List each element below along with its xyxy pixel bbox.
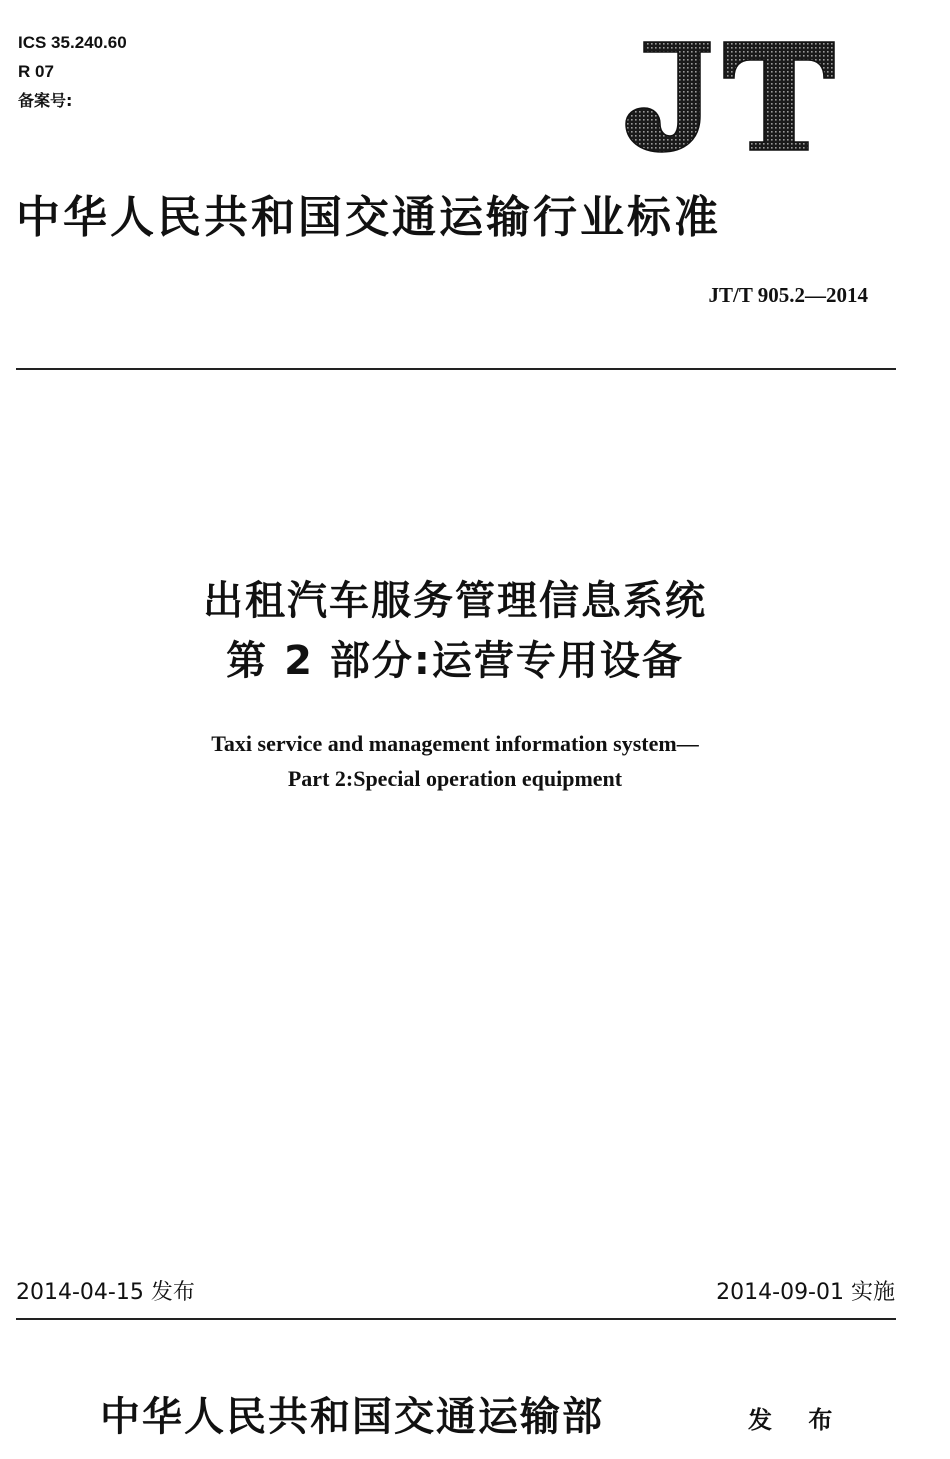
jt-logo bbox=[622, 38, 838, 154]
record-number-label: 备案号: bbox=[18, 91, 73, 110]
implementation-date: 2014-09-01 实施 bbox=[716, 1280, 895, 1305]
title-cn-line2: 第 2 部分:运营专用设备 bbox=[226, 638, 684, 684]
publisher-name: 中华人民共和国交通运输部 bbox=[100, 1393, 604, 1440]
standard-number: JT/T 905.2—2014 bbox=[708, 283, 868, 307]
ics-code: ICS 35.240.60 bbox=[18, 33, 127, 52]
industry-standard-title: 中华人民共和国交通运输行业标准 bbox=[16, 192, 721, 243]
publish-label: 发 布 bbox=[748, 1406, 847, 1434]
title-cn-line1: 出租汽车服务管理信息系统 bbox=[203, 578, 707, 624]
title-en-line1: Taxi service and management information system— bbox=[211, 731, 699, 756]
top-divider bbox=[16, 368, 896, 370]
issue-date: 2014-04-15 发布 bbox=[16, 1280, 195, 1305]
bottom-divider bbox=[16, 1318, 896, 1320]
classification-code: R 07 bbox=[18, 62, 54, 81]
title-en-line2: Part 2:Special operation equipment bbox=[287, 766, 623, 791]
